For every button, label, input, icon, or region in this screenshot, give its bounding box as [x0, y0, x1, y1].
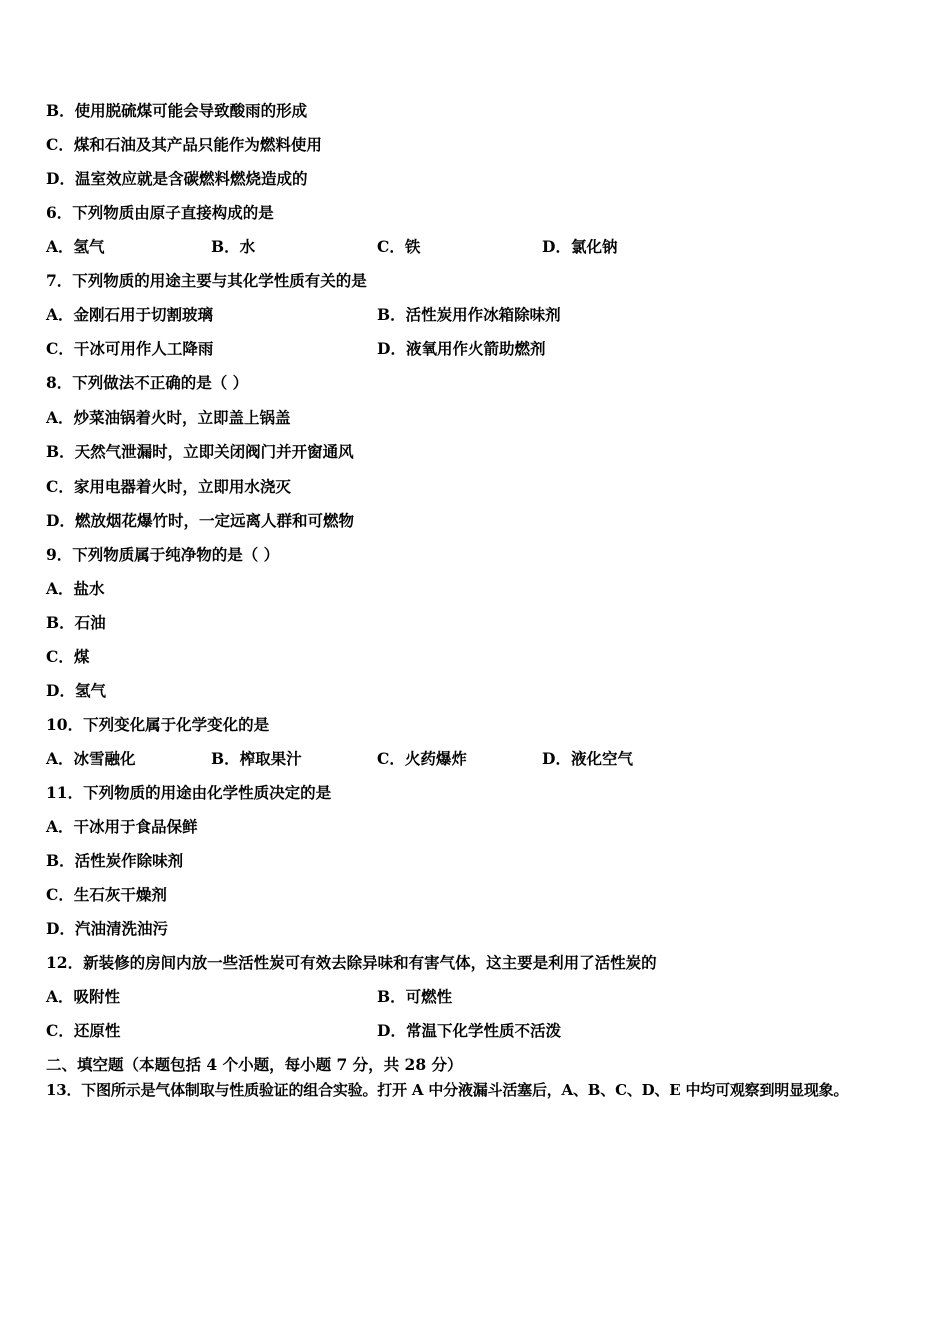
q12-option-d: D．常温下化学性质不活泼 — [377, 1021, 561, 1040]
q11-option-d: D．汽油清洗油污 — [46, 919, 168, 938]
q10-option-a: A．冰雪融化 — [46, 749, 136, 768]
q6-stem: 6．下列物质由原子直接构成的是 — [46, 203, 274, 222]
q5-option-c: C．煤和石油及其产品只能作为燃料使用 — [46, 135, 322, 154]
q13-stem: 13．下图所示是气体制取与性质验证的组合实验。打开 A 中分液漏斗活塞后，A、B、C、D、E 中均可观察到明显现象。 — [46, 1081, 849, 1099]
q8-stem: 8．下列做法不正确的是（ ） — [46, 373, 249, 392]
q7-option-b: B．活性炭用作冰箱除味剂 — [377, 305, 561, 324]
q12-stem: 12．新装修的房间内放一些活性炭可有效去除异味和有害气体，这主要是利用了活性炭的 — [46, 953, 657, 972]
q8-option-b: B．天然气泄漏时，立即关闭阀门并开窗通风 — [46, 442, 354, 461]
q12-option-c: C．还原性 — [46, 1021, 121, 1040]
q11-option-a: A．干冰用于食品保鲜 — [46, 817, 198, 836]
q6-option-a: A．氢气 — [46, 237, 105, 256]
q8-option-a: A．炒菜油锅着火时，立即盖上锅盖 — [46, 408, 291, 427]
q7-option-c: C．干冰可用作人工降雨 — [46, 339, 214, 358]
q6-option-b: B．水 — [211, 237, 256, 256]
section-heading-fill-in: 二、填空题（本题包括 4 个小题，每小题 7 分，共 28 分） — [46, 1055, 463, 1074]
q7-stem: 7．下列物质的用途主要与其化学性质有关的是 — [46, 271, 367, 290]
q9-option-a: A．盐水 — [46, 579, 105, 598]
q10-option-c: C．火药爆炸 — [377, 749, 467, 768]
q7-option-d: D．液氧用作火箭助燃剂 — [377, 339, 546, 358]
q10-option-b: B．榨取果汁 — [211, 749, 302, 768]
q9-option-d: D．氢气 — [46, 681, 106, 700]
q12-option-b: B．可燃性 — [377, 987, 453, 1006]
q7-option-a: A．金刚石用于切割玻璃 — [46, 305, 214, 324]
q11-stem: 11．下列物质的用途由化学性质决定的是 — [46, 783, 332, 802]
q9-option-b: B．石油 — [46, 613, 106, 632]
q12-option-a: A．吸附性 — [46, 987, 121, 1006]
q11-option-b: B．活性炭作除味剂 — [46, 851, 184, 870]
q11-option-c: C．生石灰干燥剂 — [46, 885, 167, 904]
q9-stem: 9．下列物质属于纯净物的是（ ） — [46, 545, 280, 564]
q6-option-c: C．铁 — [377, 237, 421, 256]
q9-option-c: C．煤 — [46, 647, 90, 666]
q8-option-d: D．燃放烟花爆竹时，一定远离人群和可燃物 — [46, 511, 354, 530]
q6-option-d: D．氯化钠 — [542, 237, 618, 256]
q8-option-c: C．家用电器着火时，立即用水浇灭 — [46, 477, 291, 496]
q5-option-d: D．温室效应就是含碳燃料燃烧造成的 — [46, 169, 308, 188]
q5-option-b: B．使用脱硫煤可能会导致酸雨的形成 — [46, 101, 308, 120]
q10-stem: 10．下列变化属于化学变化的是 — [46, 715, 270, 734]
q10-option-d: D．液化空气 — [542, 749, 633, 768]
